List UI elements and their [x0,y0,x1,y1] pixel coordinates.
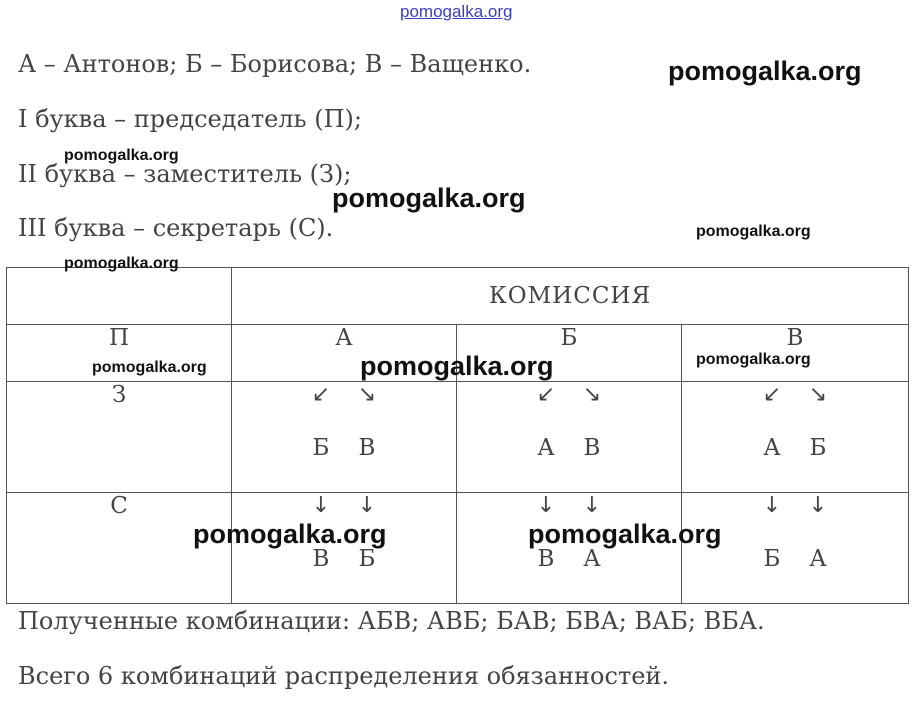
option: А [583,546,601,572]
option: А [537,435,555,461]
option: А [763,435,781,461]
cell-p-b: Б [457,325,682,382]
option: Б [763,546,781,572]
option: А [809,546,827,572]
arrow-down-icon: ↓ [762,493,782,518]
branch-arrows [457,382,681,434]
watermark: pomogalka.org [696,351,811,368]
arrow-down-left-icon: ↙ [762,382,782,407]
option: Б [312,435,330,461]
arrow-down-right-icon: ↘ [582,382,602,407]
members-line: А – Антонов; Б – Борисова; В – Ващенко. [18,50,532,78]
arrow-down-right-icon: ↘ [808,382,828,407]
watermark: pomogalka.org [528,519,722,549]
branch-arrows [682,382,908,434]
result-line: Полученные комбинации: АБВ; АВБ; БАВ; БВА; ВАБ; ВБА. [18,607,765,635]
watermark: pomogalka.org [332,183,526,213]
option: В [358,435,376,461]
corner-cell [7,268,232,325]
cell-z-v [682,382,909,493]
cell-p-a: А [232,325,457,382]
watermark: pomogalka.org [360,351,554,381]
letter-1-line: I буква – председатель (П); [18,105,362,133]
row-secretary [7,493,909,604]
commission-header: КОМИССИЯ [232,268,909,325]
row-deputy [7,382,909,493]
arrow-down-icon: ↓ [311,493,331,518]
commission-table [6,267,909,604]
watermark: pomogalka.org [193,519,387,549]
cell-p-v: В [682,325,909,382]
arrow-down-left-icon: ↙ [311,382,331,407]
letter-3-line: III буква – секретарь (С). [18,214,334,242]
option: В [583,435,601,461]
cell-z-a [232,382,457,493]
row-label-p: П [7,325,232,382]
total-line: Всего 6 комбинаций распределения обязанностей. [18,662,670,690]
arrow-down-right-icon: ↘ [357,382,377,407]
arrow-down-icon: ↓ [582,493,602,518]
arrow-down-icon: ↓ [357,493,377,518]
watermark: pomogalka.org [64,255,179,272]
watermark: pomogalka.org [696,223,811,240]
row-label-z: З [7,382,232,493]
option: Б [809,435,827,461]
header-row [7,268,909,325]
letter-2-line: II буква – заместитель (З); [18,160,352,188]
watermark-top-link[interactable]: pomogalka.org [400,2,513,21]
arrow-down-left-icon: ↙ [536,382,556,407]
watermark: pomogalka.org [92,359,207,376]
cell-z-b [457,382,682,493]
watermark: pomogalka.org [64,147,179,164]
arrow-down-icon: ↓ [808,493,828,518]
row-label-s: С [7,493,232,604]
watermark: pomogalka.org [668,56,862,86]
option: В [537,546,555,572]
option: Б [358,546,376,572]
option: В [312,546,330,572]
branch-arrows [232,382,456,434]
arrow-down-icon: ↓ [536,493,556,518]
